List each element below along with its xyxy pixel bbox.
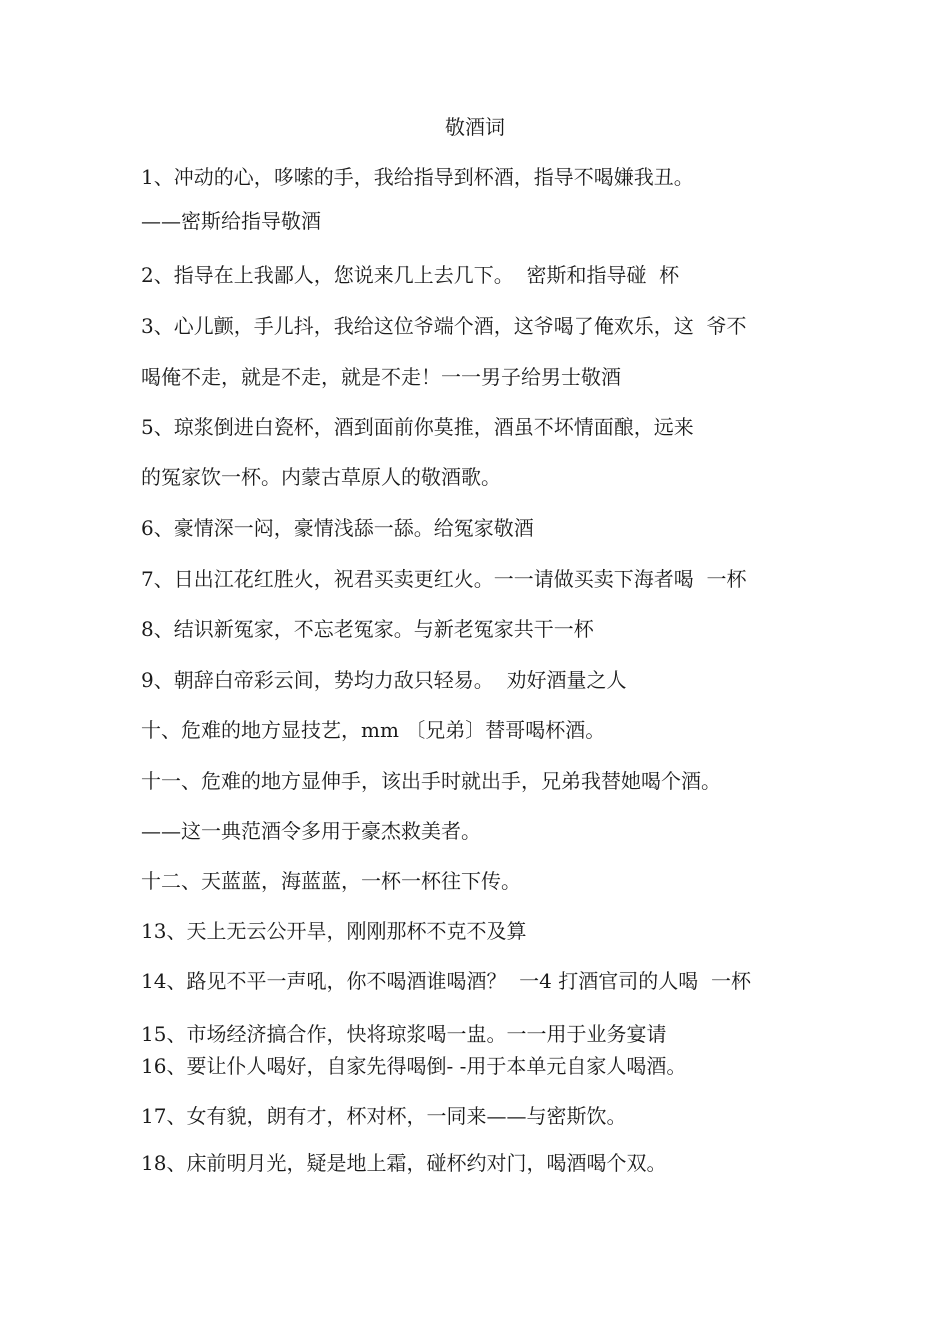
text-line-1: 1、冲动的心，哆嗦的手，我给指导到杯酒，指导不喝嫌我丑。 [141, 165, 694, 189]
text-line-6: 5、琼浆倒进白瓷杯，酒到面前你莫推，酒虽不坏情面酿，远来 [141, 415, 694, 439]
text-line-2: ——密斯给指导敬酒 [141, 209, 321, 233]
text-line-9: 7、日出江花红胜火，祝君买卖更红火。一一请做买卖下海者喝 一杯 [141, 567, 747, 591]
text-line-21: 18、床前明月光，疑是地上霜，碰杯约对门，喝酒喝个双。 [141, 1151, 667, 1175]
text-line-14: ——这一典范酒令多用于豪杰救美者。 [141, 819, 481, 843]
text-line-16: 13、天上无云公开旱，刚刚那杯不克不及算 [141, 919, 527, 943]
text-line-18: 15、市场经济搞合作，快将琼浆喝一盅。一一用于业务宴请 [141, 1022, 667, 1046]
text-line-10: 8、结识新冤家，不忘老冤家。与新老冤家共干一杯 [141, 617, 594, 641]
text-line-7: 的冤家饮一杯。内蒙古草原人的敬酒歌。 [141, 465, 501, 489]
text-line-3: 2、指导在上我鄙人，您说来几上去几下。 密斯和指导碰 杯 [141, 263, 680, 287]
document-title: 敬酒词 [445, 115, 505, 139]
text-line-15: 十二、天蓝蓝，海蓝蓝，一杯一杯往下传。 [141, 869, 521, 893]
text-line-19: 16、要让仆人喝好，自家先得喝倒- -用于本单元自家人喝酒。 [141, 1054, 687, 1078]
text-line-13: 十一、危难的地方显伸手，该出手时就出手，兄弟我替她喝个酒。 [141, 769, 721, 793]
text-line-11: 9、朝辞白帝彩云间，势均力敌只轻易。 劝好酒量之人 [141, 668, 627, 692]
text-line-17: 14、路见不平一声吼，你不喝酒谁喝酒？ 一4 打酒官司的人喝 一杯 [141, 969, 751, 993]
text-line-20: 17、女有貌，朗有才，杯对杯，一同来——与密斯饮。 [141, 1104, 627, 1128]
text-line-8: 6、豪情深一闷，豪情浅舔一舔。给冤家敬酒 [141, 516, 534, 540]
text-line-12: 十、危难的地方显技艺，mm 〔兄弟〕替哥喝杯酒。 [141, 718, 606, 742]
text-line-4: 3、心儿颤，手儿抖，我给这位爷端个酒，这爷喝了俺欢乐，这 爷不 [141, 314, 747, 338]
text-line-5: 喝俺不走，就是不走，就是不走！一一男子给男士敬酒 [141, 365, 621, 389]
